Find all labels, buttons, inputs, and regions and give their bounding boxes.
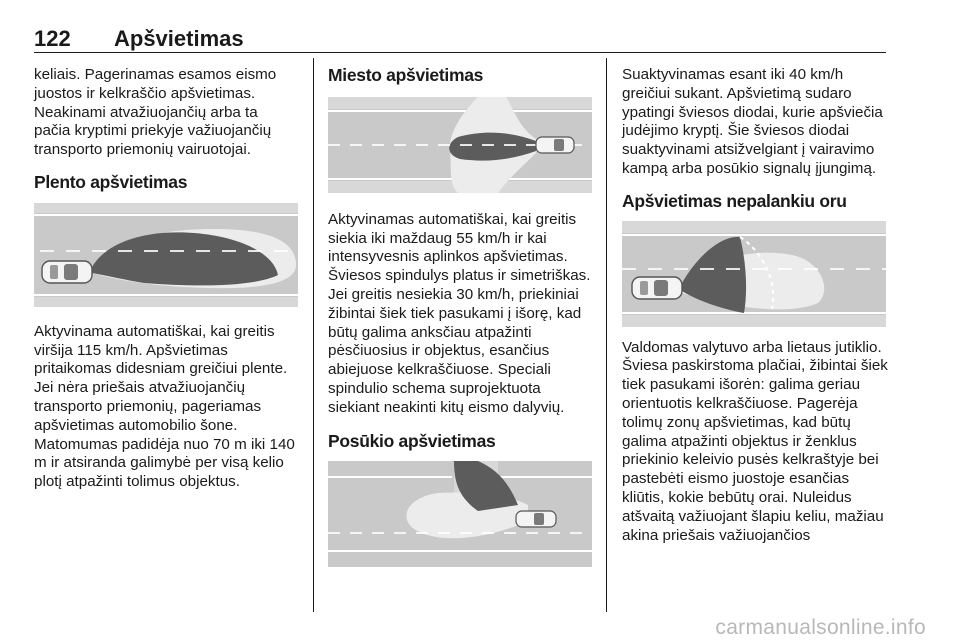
car-icon: [42, 261, 92, 283]
column-2: [328, 66, 594, 567]
highway-lighting-title: Plento apšvietimas: [34, 171, 188, 192]
city-lighting-text: Aktyvinamas automatiškai, kai greitis siekia iki maždaug 55 km/h ir kai intensyvesnis aplinkos apšvietimas. Šviesos spindulys platus ir simetriškas. Jei greitis nesiekia 30 km/h, priekiniai žibintai šiek tiek pasukami į išorę, kad būtų galima anksčiau atpažinti pėsčiuosius ir objektus, esančius abiejuose kelkraščiuose. Speciali spindulio schema suprojektuota siekiant neakinti kitų eismo dalyvių.: [328, 210, 591, 416]
column-1: [34, 66, 298, 492]
bad-weather-lighting-illustration: [622, 221, 886, 327]
city-lighting-illustration: [328, 97, 592, 193]
car-icon: [536, 137, 574, 153]
column-divider-2: [606, 58, 607, 612]
intro-paragraph: keliais. Pagerinamas esamos eismo juostos ir kelkraščio apšvietimas. Neakinami atvažiuojančių arba ta pačia kryptimi priekyje važiuojančių transporto priemonių vairuotojai.: [34, 66, 277, 159]
turning-lighting-illustration: [328, 461, 592, 567]
car-icon: [632, 277, 682, 299]
watermark: carmanualsonline.info: [715, 616, 926, 639]
turning-lighting-text: Suaktyvinamas esant iki 40 km/h greičiui sukant. Apšvietimą sudaro ypatingi šviesos diodai, kurie apšviečia judėjimo kryptį. Šie šviesos diodai suaktyvinami atsižvelgiant į vairavimo kampą arba posūkio signalų įjungimą.: [622, 66, 883, 177]
page-number: 122: [34, 26, 71, 51]
header-rule: [34, 52, 886, 53]
column-3: [622, 66, 888, 545]
car-icon: [516, 511, 556, 527]
highway-lighting-illustration: [34, 203, 298, 307]
city-lighting-title: Miesto apšvietimas: [328, 65, 484, 85]
turning-lighting-title: Posūkio apšvietimas: [328, 430, 496, 451]
bad-weather-lighting-title: Apšvietimas nepalankiu oru: [622, 190, 847, 211]
page-header: [34, 26, 886, 52]
highway-lighting-text: Aktyvinama automatiškai, kai greitis viršija 115 km/h. Apšvietimas pritaikomas didesniam greičiui plente. Jei nėra priešais atvažiuojančių transporto priemonių, pageriamas apšvietimas automobilio šone. Matomumas padidėja nuo 70 m iki 140 m ir atsiranda galimybė per visą kelio plotį atpažinti tolimus objektus.: [34, 322, 295, 491]
column-divider-1: [313, 58, 314, 612]
chapter-title: Apšvietimas: [114, 26, 244, 51]
bad-weather-lighting-text: Valdomas valytuvo arba lietaus jutiklio. Šviesa paskirstoma plačiai, žibintai šiek tiek pasukami išorėn: galima geriau orientuotis kelkraščiuose. Pagerėja tolimų zonų apšvietimas, kad būtų galima atpažinti objektus ir ženklus priekinio keleivio pusės kelkraštyje bei pastebėti eismo juostoje esančias kliūtis, kokie bebūtų orai. Nuleidus atšvaitą važiuojant šlapiu keliu, mažiau akina priešais važiuojančios: [622, 338, 888, 544]
